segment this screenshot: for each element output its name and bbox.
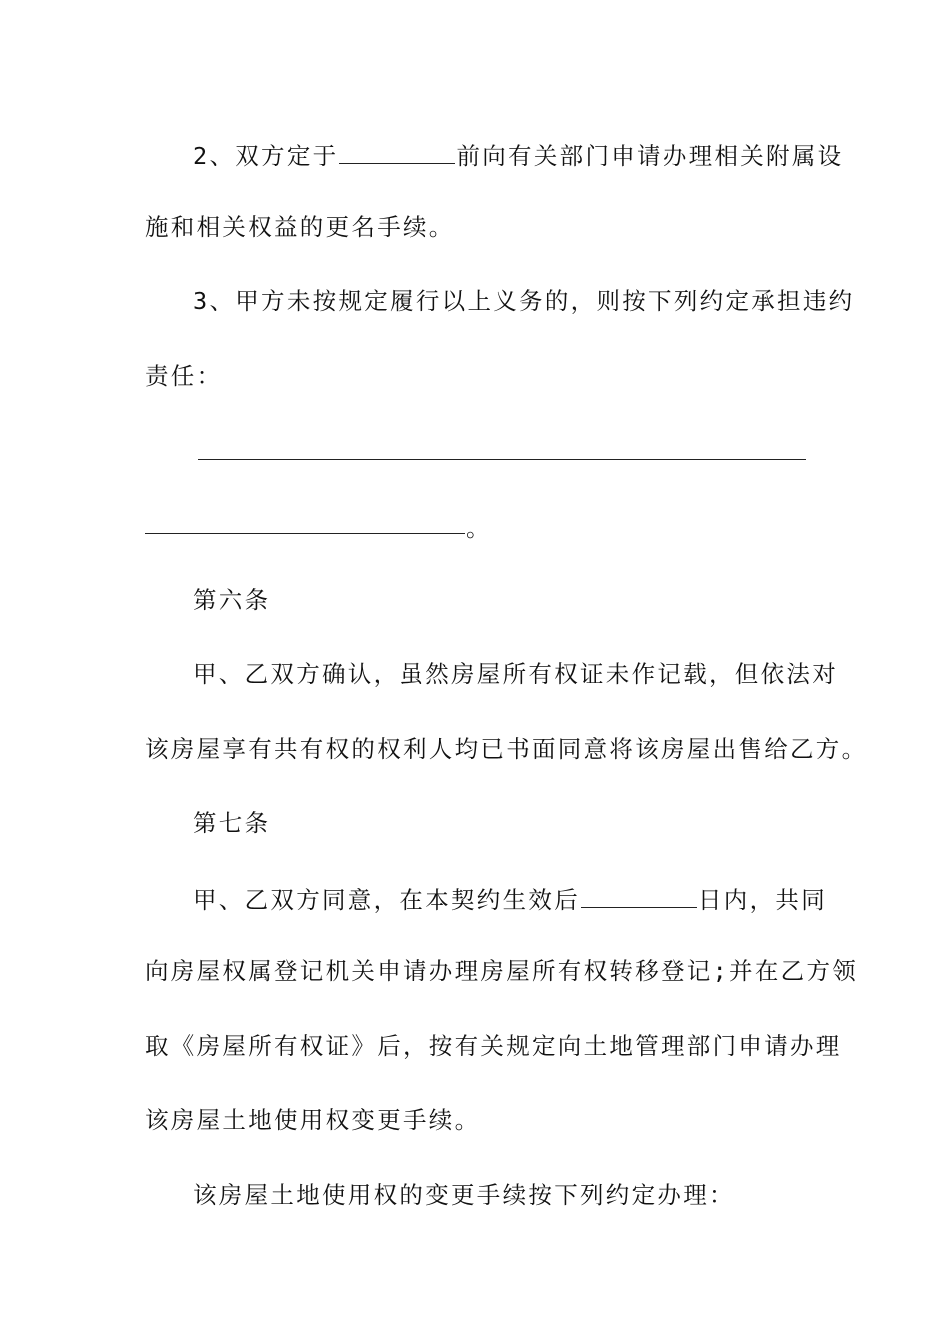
paragraph-line: 该房屋土地使用权变更手续。 (145, 1106, 481, 1134)
paragraph-line: 该房屋享有共有权的权利人均已书面同意将该房屋出售给乙方。 (145, 735, 868, 763)
fill-in-line[interactable] (198, 459, 806, 460)
period-mark: 。 (466, 514, 492, 542)
paragraph-line: 3、甲方未按规定履行以上义务的，则按下列约定承担违约 (193, 287, 855, 315)
date-blank[interactable] (339, 133, 455, 164)
paragraph-line: 取《房屋所有权证》后，按有关规定向土地管理部门申请办理 (145, 1032, 842, 1060)
paragraph-line: 责任： (145, 362, 223, 390)
clause-text: 前向有关部门申请办理相关附属设 (456, 142, 844, 170)
paragraph-line: 甲、乙双方确认，虽然房屋所有权证未作记载，但依法对 (193, 660, 838, 688)
paragraph-line (193, 877, 827, 917)
clause-text: 日内，共同 (698, 886, 827, 914)
paragraph-line: 施和相关权益的更名手续。 (145, 213, 455, 241)
fill-in-line[interactable] (145, 533, 465, 534)
clause-text: 甲、乙双方同意，在本契约生效后 (193, 886, 580, 914)
paragraph-line (193, 133, 843, 173)
article-heading: 第七条 (193, 809, 271, 837)
article-heading: 第六条 (193, 586, 271, 614)
clause-text: 2、双方定于 (193, 142, 339, 170)
days-blank[interactable] (581, 877, 697, 908)
paragraph-line: 向房屋权属登记机关申请办理房屋所有权转移登记;并在乙方领 (145, 957, 859, 985)
paragraph-line: 该房屋土地使用权的变更手续按下列约定办理： (193, 1181, 735, 1209)
